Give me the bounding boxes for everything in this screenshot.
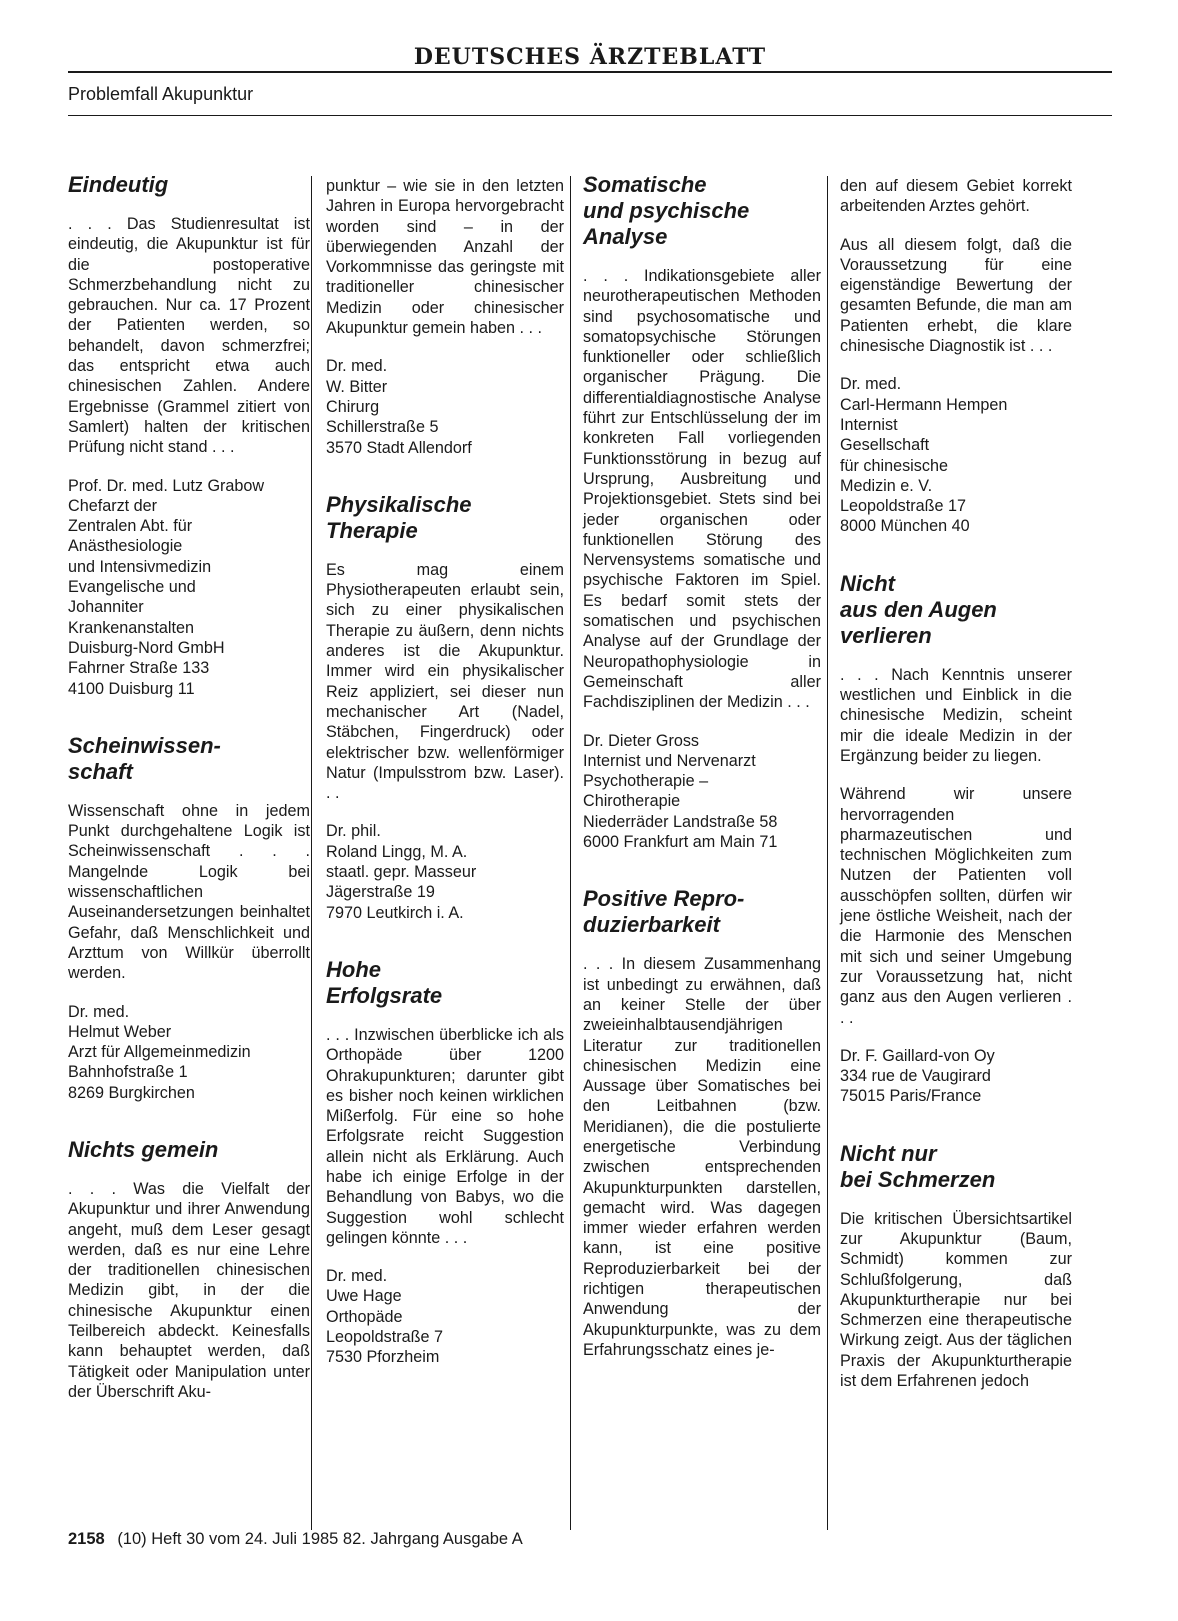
issue-info: (10) Heft 30 vom 24. Juli 1985 82. Jahrgang Ausgabe A bbox=[117, 1530, 523, 1548]
author-signature: Dr. phil. Roland Lingg, M. A. staatl. gepr. Masseur Jägerstraße 19 7970 Leutkirch i. A. bbox=[326, 822, 477, 922]
masthead-rule bbox=[68, 71, 1112, 73]
article-heading: Nichts gemein bbox=[68, 1136, 219, 1162]
column-divider bbox=[311, 176, 312, 1530]
column-2 bbox=[326, 176, 564, 1402]
article-heading: Somatische und psychische Analyse bbox=[583, 172, 750, 249]
article-text: Wissenschaft ohne in jedem Punkt durchgehaltene Logik ist Scheinwissenschaft . . . Mangelnde Logik bei wissenschaftlichen Auseinandersetzungen beinhaltet Gefahr, daß Menschlichkeit und Arzttum von Willkür überrollt werden. bbox=[68, 801, 310, 983]
article-text: . . . In diesem Zusammenhang ist unbedingt zu erwähnen, daß an keiner Stelle der über zweieinhalbtausendjährigen Literatur zur traditionellen chinesischen Medizin eine Aussage über Somatisches bei den Leitbahnen (bzw. Meridianen), die die postulierte energetische Verbindung zwischen entsprechenden Akupunkturpunkten darstellen, gemacht wird. Was dagegen immer wieder erfahren werden kann, ist eine positive Reproduzierbarkeit bei der richtigen therapeutischen Anwendung der Akupunkturpunkte, was zu dem Erfahrungsschatz eines je- bbox=[583, 955, 821, 1359]
article-heading: Hohe Erfolgsrate bbox=[326, 956, 443, 1008]
author-signature: Prof. Dr. med. Lutz Grabow Chefarzt der Zentralen Abt. für Anästhesiologie und Intensivmedizin Evangelische und Johanniter Krankenanstalten Duisburg-Nord GmbH Fahrner Straße 133 4100 Duisburg 11 bbox=[68, 476, 265, 698]
author-signature: Dr. med. Helmut Weber Arzt für Allgemeinmedizin Bahnhofstraße 1 8269 Burgkirchen bbox=[68, 1002, 251, 1102]
author-signature: Dr. Dieter Gross Internist und Nervenarzt Psychotherapie – Chirotherapie Niederräder Landstraße 58 6000 Frankfurt am Main 71 bbox=[583, 731, 778, 852]
column-divider bbox=[827, 176, 828, 1530]
article-text: den auf diesem Gebiet korrekt arbeitenden Arztes gehört. bbox=[840, 177, 1072, 216]
column-3 bbox=[583, 172, 821, 1378]
author-signature: Dr. F. Gaillard-von Oy 334 rue de Vaugirard 75015 Paris/France bbox=[840, 1046, 995, 1106]
article-heading: Nicht aus den Augen verlieren bbox=[840, 570, 997, 648]
section-title: Problemfall Akupunktur bbox=[68, 84, 254, 104]
column-1 bbox=[68, 172, 310, 1420]
article-text: . . . Indikationsgebiete aller neurotherapeutischen Methoden sind psychosomatische und somatopsychische Störungen funktioneller oder schließlich organischer Prägung. Die differentialdiagnostische Analyse führt zur Entschlüsselung der im konkreten Fall vorliegenden Funktionsstörung in bezug auf Ursprung, Ausbreitung und Projektionsgebiet. Stets sind bei jeder organischen oder funktionellen Störung des Nervensystems somatische und psychische Faktoren im Spiel. Es bedarf somit stets der somatischen und psychischen Analyse auf der Grundlage der Neuropathophysiologie in Gemeinschaft aller Fachdisziplinen der Medizin . . . bbox=[583, 267, 821, 712]
article-text: punktur – wie sie in den letzten Jahren in Europa hervorgebracht worden sind – in der überwiegenden Anzahl der Vorkommnisse das geringste mit traditioneller chinesischer Medizin oder chinesischer Akupunktur gemein haben . . . bbox=[326, 177, 564, 338]
page-number: 2158 bbox=[68, 1530, 105, 1548]
author-signature: Dr. med. W. Bitter Chirurg Schillerstraße 5 3570 Stadt Allendorf bbox=[326, 357, 472, 457]
section-rule bbox=[68, 115, 1112, 116]
article-text: . . . Das Studienresultat ist eindeutig, die Akupunktur ist für die postoperative Schmerzbehandlung nicht zu gebrauchen. Nur ca. 17 Prozent der Patienten werden, so behandelt, davon schmerzfrei; das entspricht etwa auch chinesischen Zahlen. Andere Ergebnisse (Grammel zitiert von Samlert) halten der kritischen Prüfung nicht stand . . . bbox=[68, 215, 310, 457]
masthead: DEUTSCHES ÄRZTEBLATT bbox=[413, 44, 767, 70]
article-text: . . . Inzwischen überblicke ich als Orthopäde über 1200 Ohrakupunkturen; darunter gibt es bisher noch keinen wirklichen Mißerfolg. Für eine so hohe Erfolgsrate reicht Suggestion allein nicht als Erklärung. Auch habe ich einige Erfolge in der Behandlung von Babys, wo die Suggestion wohl schlecht gelingen könnte . . . bbox=[326, 1025, 564, 1247]
article-heading: Nicht nur bei Schmerzen bbox=[840, 1140, 996, 1192]
article-heading: Positive Repro- duzierbarkeit bbox=[583, 886, 745, 938]
article-heading: Physikalische Therapie bbox=[326, 491, 472, 543]
article-text: Während wir unsere hervorragenden pharmazeutischen und technischen Möglichkeiten zum Nutzen der Patienten voll ausschöpfen sollten, dürfen wir jene östliche Weisheit, nach der die Harmonie des Menschen mit sich und seiner Umgebung zur Voraussetzung hat, nicht ganz aus den Augen verlieren . . . bbox=[840, 785, 1072, 1027]
article-text: Die kritischen Übersichtsartikel zur Akupunktur (Baum, Schmidt) kommen zur Schlußfolgerung, daß Akupunkturtherapie nur bei Schmerzen eine therapeutische Wirkung zeigt. Aus der täglichen Praxis der Akupunkturtherapie ist dem Erfahrenen jedoch bbox=[840, 1209, 1072, 1391]
article-text: Es mag einem Physiotherapeuten erlaubt sein, sich zu einer physikalischen Therapie zu äußern, denn nichts anderes ist die Akupunktur. Immer wird ein physikalischer Reiz appliziert, sei dieser nun mechanischer Art (Nadel, Stäbchen, Fingerdruck) oder elektrischer bzw. wellenförmiger Natur (Impulsstrom bzw. Laser). . . bbox=[326, 560, 564, 803]
page-footer bbox=[68, 1530, 523, 1549]
article-text: . . . Was die Vielfalt der Akupunktur und ihrer Anwendung angeht, muß dem Leser gesagt werden, daß es nur eine Lehre der traditionellen chinesischen Medizin gibt, in der die chinesische Akupunktur einen Teilbereich abdeckt. Keinesfalls kann behauptet werden, daß Tätigkeit oder Manipulation unter der Überschrift Aku- bbox=[68, 1179, 310, 1401]
article-text: . . . Nach Kenntnis unserer westlichen und Einblick in die chinesische Medizin, scheint mir die ideale Medizin in der Ergänzung beider zu liegen. bbox=[840, 665, 1072, 765]
author-signature: Dr. med. Uwe Hage Orthopäde Leopoldstraße 7 7530 Pforzheim bbox=[326, 1267, 443, 1367]
column-4 bbox=[840, 176, 1072, 1409]
column-divider bbox=[570, 176, 571, 1530]
author-signature: Dr. med. Carl-Hermann Hempen Internist Gesellschaft für chinesische Medizin e. V. Leopoldstraße 17 8000 München 40 bbox=[840, 375, 1008, 536]
article-heading: Scheinwissen- schaft bbox=[68, 732, 221, 784]
article-text: Aus all diesem folgt, daß die Voraussetzung für eine eigenständige Bewertung der gesamten Befunde, die man am Patienten erhebt, die klare chinesische Diagnostik ist . . . bbox=[840, 235, 1072, 356]
article-heading: Eindeutig bbox=[68, 172, 169, 197]
